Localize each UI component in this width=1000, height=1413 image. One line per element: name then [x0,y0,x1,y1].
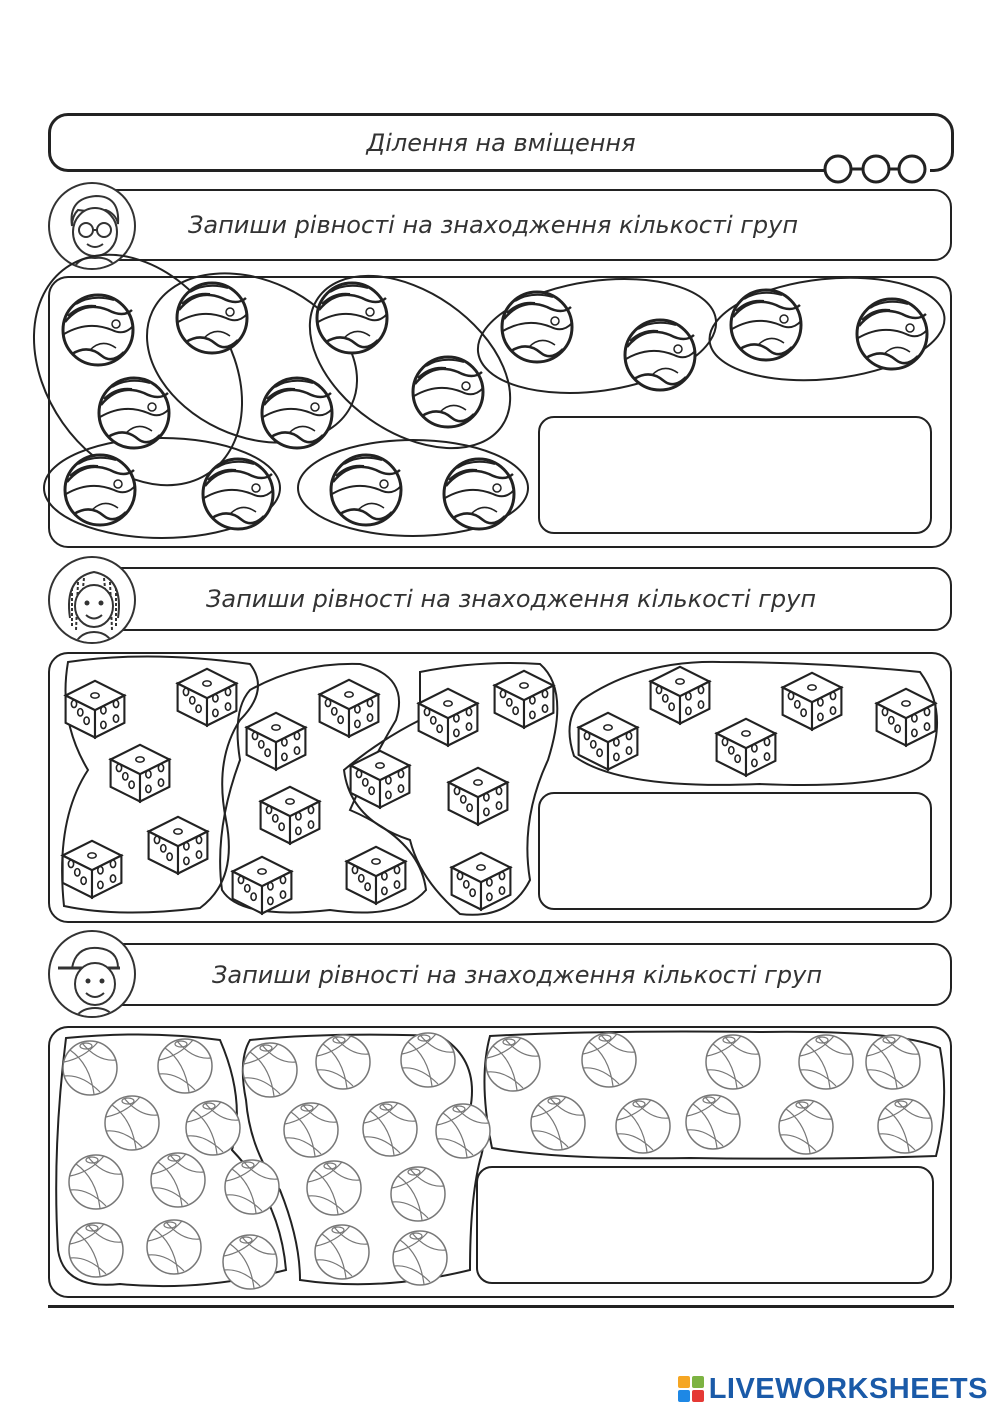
liveworksheets-logo-icon [676,1374,706,1404]
task-instruction-bar [98,943,952,1006]
avatar-boy-cap [48,930,136,1018]
avatar-boy-glasses [48,182,136,270]
brand-logo [676,1372,988,1406]
task-instruction-bar [98,567,952,631]
answer-box[interactable] [538,416,932,534]
page-title: Ділення на вміщення [366,128,636,157]
boy-glasses-icon [50,184,136,270]
task-instruction-bar [98,189,952,261]
answer-box[interactable] [476,1166,934,1284]
avatar-girl-braids [48,556,136,644]
brand-name: LIVEWORKSHEETS [708,1372,988,1405]
answer-box[interactable] [538,792,932,910]
task-instruction: Запиши рівності на знаходження кількості груп [212,960,823,989]
task-instruction: Запиши рівності на знаходження кількості груп [188,211,799,239]
title-bar [48,113,954,172]
boy-cap-icon [50,932,136,1018]
girl-braids-icon [50,558,136,644]
bottom-rule [48,1305,954,1308]
task-instruction: Запиши рівності на знаходження кількості груп [206,585,817,613]
